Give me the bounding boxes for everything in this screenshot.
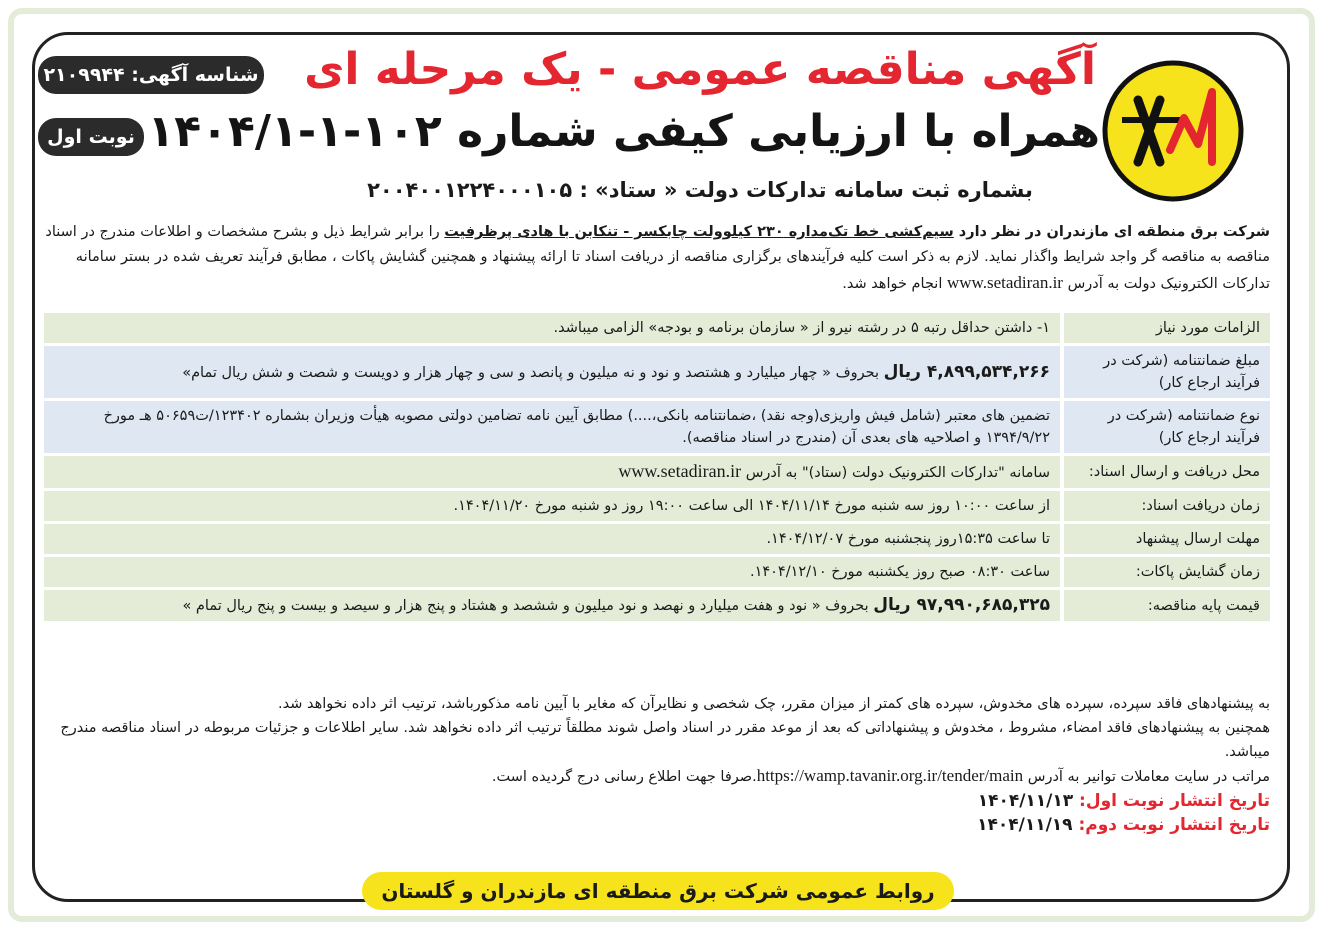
row-label: مهلت ارسال پیشنهاد <box>1064 524 1270 554</box>
note-tavanir: مراتب در سایت معاملات توانیر به آدرس https://wamp.tavanir.org.ir/tender/main.صرفا جهت اطلاع رسانی درج گردیده است. <box>491 766 1270 785</box>
setad-link[interactable]: www.setadiran.ir <box>618 461 742 481</box>
row-label: مبلغ ضمانتنامه (شرکت در فرآیند ارجاع کار) <box>1064 346 1270 398</box>
round-badge: نوبت اول <box>38 118 144 156</box>
note-conditions: همچنین به پیشنهادهای فاقد امضاء، مشروط ، مخدوش و پیشنهاداتی که بعد از موعد مقرر در اسناد واصل شوند مطلقاً ترتیب اثر داده نخواهد شد. سایر اطلاعات و جزئیات مربوطه در اسناد مناقصه مندرج میباشد. <box>60 720 1270 760</box>
table-row <box>44 346 1270 398</box>
base-price-amount: ۹۷,۹۹۰,۶۸۵,۳۲۵ ریال <box>873 595 1050 615</box>
setad-registration-number: بشماره ثبت سامانه تدارکات دولت « ستاد» : ۲۰۰۴۰۰۱۲۲۴۰۰۰۱۰۵ <box>367 178 1033 202</box>
intro-end: انجام خواهد شد. <box>842 276 947 292</box>
intro-paragraph <box>44 220 1270 297</box>
guarantee-amount-words: بحروف « چهار میلیارد و هشتصد و نود و نه میلیون و پانصد و سی و چهار هزار و دویست و شصت و شش ریال تمام» <box>182 364 884 381</box>
note-deposit: به پیشنهادهای فاقد سپرده، سپرده های مخدوش، سپرده های کمتر از میزان مقرر، چک شخصی و نظایرآن که مغایر با آیین نامه مذکورباشد، ترتیب اثر داده نخواهد شد. <box>278 696 1270 712</box>
row-value: ساعت ۰۸:۳۰ صبح روز یکشنبه مورخ ۱۴۰۴/۱۲/۱۰. <box>44 557 1064 587</box>
row-value: ۱- داشتن حداقل رتبه ۵ در رشته نیرو از « سازمان برنامه و بودجه» الزامی میباشد. <box>44 313 1064 343</box>
first-publication-date: تاریخ انتشار نوبت اول: ۱۴۰۴/۱۱/۱۳ <box>977 791 1270 811</box>
row-label: قیمت پایه مناقصه: <box>1064 590 1270 621</box>
documents-location: سامانه "تدارکات الکترونیک دولت (ستاد)" به آدرس <box>741 465 1050 481</box>
row-label: الزامات مورد نیاز <box>1064 313 1270 343</box>
row-label: زمان گشایش پاکات: <box>1064 557 1270 587</box>
base-price-words: بحروف « نود و هفت میلیارد و نهصد و نود میلیون و ششصد و هشتاد و پنج هزار و سیصد و بیست و پنج ریال تمام » <box>182 598 874 614</box>
row-value <box>44 456 1064 488</box>
setad-link[interactable]: www.setadiran.ir <box>946 273 1063 292</box>
intro-lead: شرکت برق منطقه ای مازندران در نظر دارد <box>953 224 1270 240</box>
intro-body: را برابر شرایط ذیل و بشرح مشخصات و اطلاعات مندرج در اسناد مناقصه به مناقصه گر واجد شرایط واگذار نماید. لازم به ذکر است کلیه فرآیندهای برگزاری مناقصه از دریافت اسناد تا ارائه پیشنهاد و همچنین گشایش پاکات ، مطابق فرآیند تعریف شده در بستر سامانه تدارکات الکترونیک دولت به آدرس <box>45 224 1270 292</box>
row-value <box>44 590 1064 621</box>
ad-subtitle: همراه با ارزیابی کیفی شماره ۱۰۲-۱-۱۴۰۴/۱ <box>147 106 1100 157</box>
second-publication-date: تاریخ انتشار نوبت دوم: ۱۴۰۴/۱۱/۱۹ <box>977 815 1270 835</box>
guarantee-amount: ۴,۸۹۹,۵۳۴,۲۶۶ ریال <box>883 361 1050 382</box>
row-value: از ساعت ۱۰:۰۰ روز سه شنبه مورخ ۱۴۰۴/۱۱/۱۴ الی ساعت ۱۹:۰۰ روز دو شنبه مورخ ۱۴۰۴/۱۱/۲۰. <box>44 491 1064 521</box>
row-label: محل دریافت و ارسال اسناد: <box>1064 456 1270 488</box>
tender-info-table <box>44 310 1270 624</box>
public-relations-footer: روابط عمومی شرکت برق منطقه ای مازندران و گلستان <box>362 872 954 910</box>
table-row <box>44 313 1270 343</box>
table-row <box>44 524 1270 554</box>
ad-id-badge: شناسه آگهی: ۲۱۰۹۹۴۴ <box>38 56 264 94</box>
row-value: تضمین های معتبر (شامل فیش واریزی(وجه نقد) ،ضمانتنامه بانکی،....) مطابق آیین نامه تضامین دولتی مصوبه هیأت وزیران بشماره ۱۲۳۴۰۲/ت۵۰۶۵۹ هـ مورخ ۱۳۹۴/۹/۲۲ و اصلاحیه های بعدی آن (مندرج در اسناد مناقصه). <box>44 401 1064 453</box>
row-value: تا ساعت ۱۵:۳۵روز پنجشنبه مورخ ۱۴۰۴/۱۲/۰۷. <box>44 524 1064 554</box>
table-row <box>44 557 1270 587</box>
row-label: زمان دریافت اسناد: <box>1064 491 1270 521</box>
tavanir-electric-logo-icon <box>1100 58 1246 204</box>
table-row <box>44 456 1270 488</box>
ad-title: آگهی مناقصه عمومی - یک مرحله ای <box>304 44 1096 95</box>
row-label: نوع ضمانتنامه (شرکت در فرآیند ارجاع کار) <box>1064 401 1270 453</box>
table-row <box>44 491 1270 521</box>
table-row <box>44 401 1270 453</box>
tavanir-link[interactable]: https://wamp.tavanir.org.ir/tender/main <box>756 766 1024 785</box>
notes-section <box>44 692 1270 837</box>
tender-subject: سیم‌کشی خط تک‌مداره ۲۳۰ کیلوولت چابکسر - تنکابن با هادی پرظرفیت <box>444 224 954 240</box>
row-value <box>44 346 1064 398</box>
table-row <box>44 590 1270 621</box>
